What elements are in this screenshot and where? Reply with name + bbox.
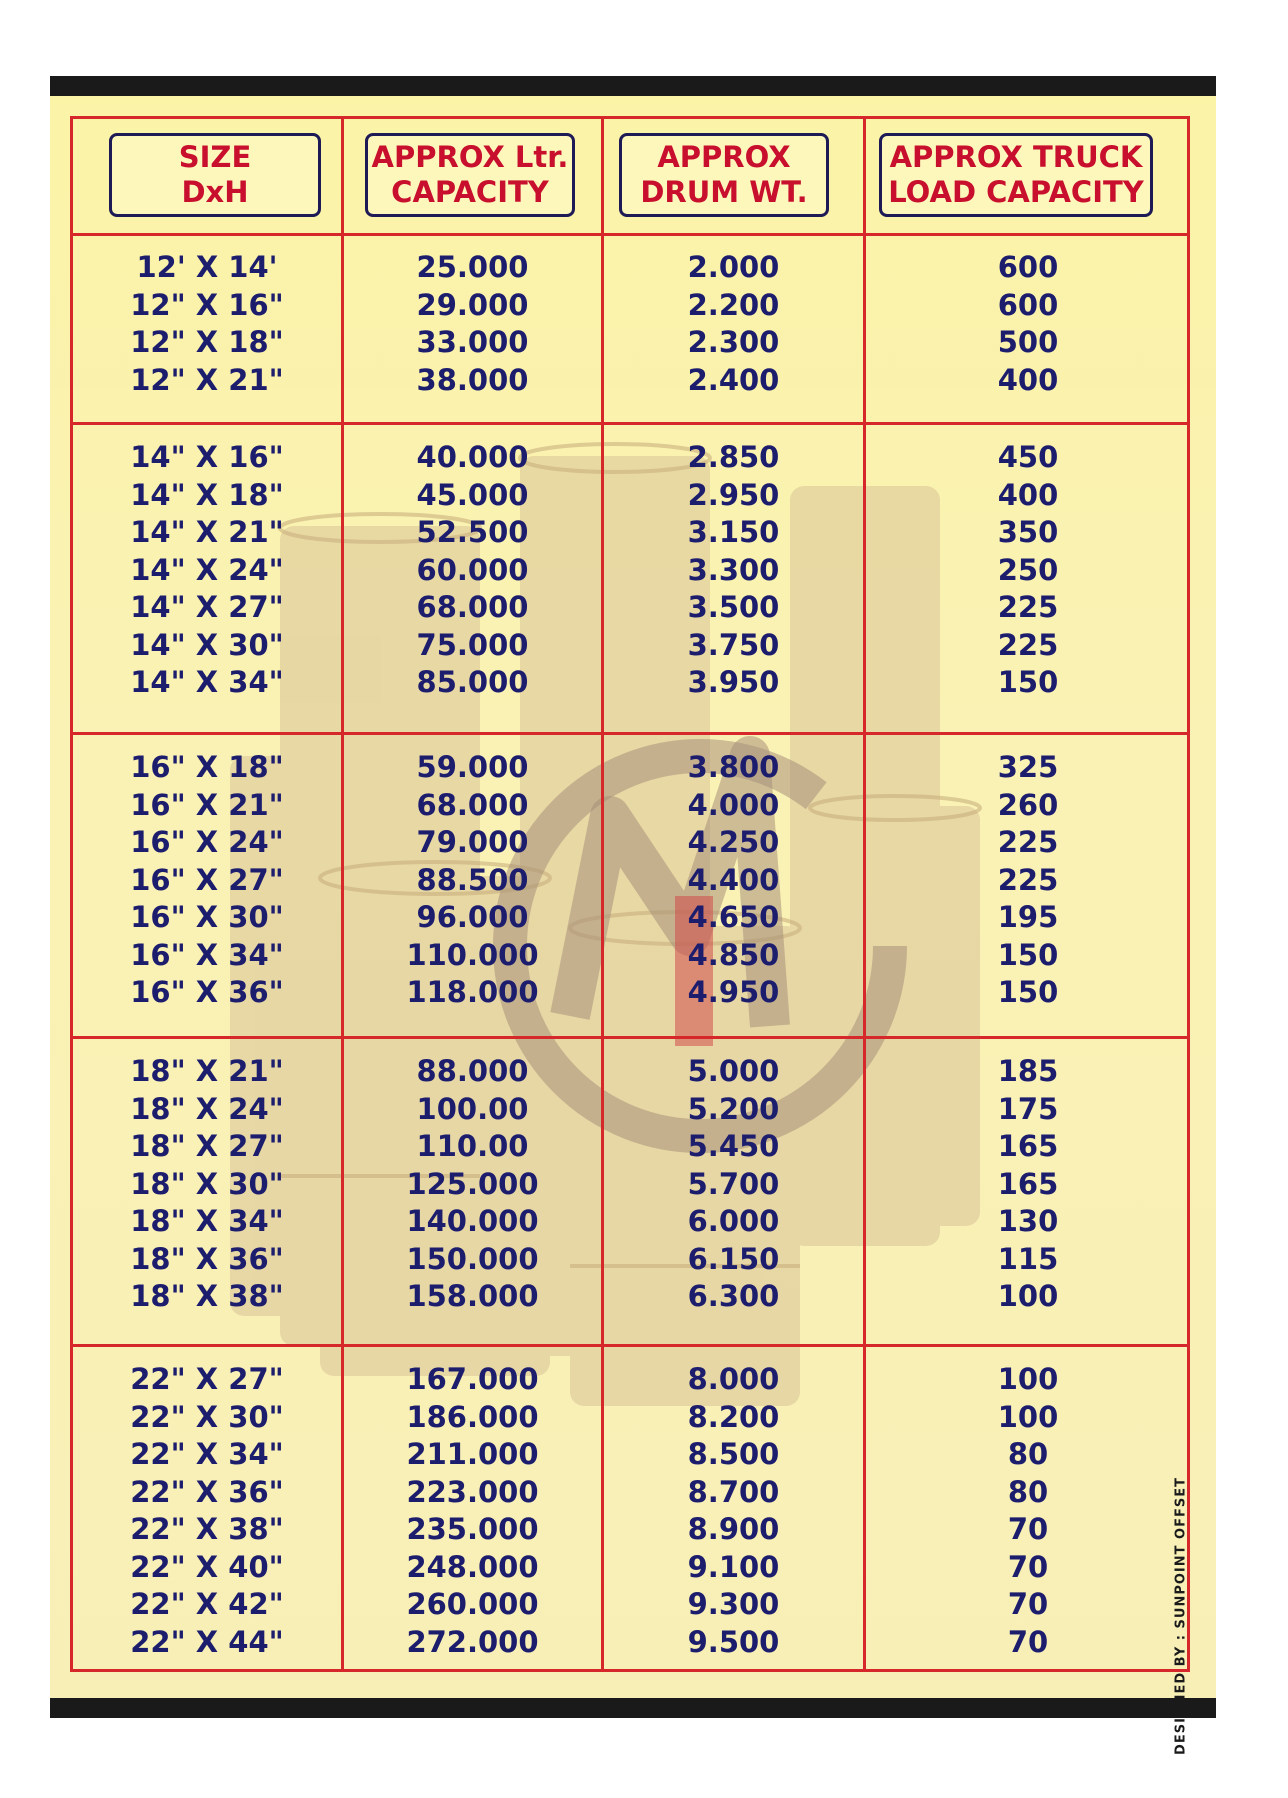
cell-size: 18" X 38" — [130, 1279, 284, 1313]
cell-weight: 8.000 — [687, 1362, 780, 1396]
cell-weight: 3.300 — [687, 552, 780, 587]
cell-size: 22" X 30" — [130, 1399, 284, 1434]
cell-truck: 260 — [997, 787, 1059, 822]
header-truck-load — [879, 133, 1153, 217]
cell-capacity: 260.000 — [406, 1587, 539, 1621]
cell-truck: 130 — [997, 1204, 1059, 1238]
row-divider — [73, 1344, 1187, 1347]
cell-weight: 2.300 — [687, 325, 780, 359]
cell-size: 12" X 18" — [130, 325, 284, 359]
designer-credit-text: DESIGNED BY : SUNPOINT OFFSET — [1173, 1477, 1189, 1755]
cell-capacity: 186.000 — [406, 1399, 539, 1434]
cell-weight: 4.650 — [687, 900, 780, 934]
cell-truck: 115 — [997, 1241, 1059, 1276]
cell-truck: 80 — [1007, 1437, 1049, 1471]
cell-truck: 165 — [997, 1166, 1059, 1201]
cell-weight: 9.100 — [687, 1549, 780, 1584]
cell-capacity: 79.000 — [416, 825, 529, 859]
cell-capacity: 248.000 — [406, 1549, 539, 1584]
cell-size: 22" X 34" — [130, 1437, 284, 1471]
cell-size: 14" X 21" — [130, 515, 284, 549]
cell-size: 18" X 34" — [130, 1204, 284, 1238]
column-weight-group — [604, 749, 863, 1012]
cell-capacity: 25.000 — [416, 250, 529, 284]
row-divider — [73, 233, 1187, 236]
cell-size: 16" X 34" — [130, 937, 284, 972]
cell-capacity: 96.000 — [416, 900, 529, 934]
cell-truck: 165 — [997, 1129, 1059, 1163]
cell-weight: 5.450 — [687, 1129, 780, 1163]
header-size-line2: DxH — [181, 175, 249, 209]
cell-truck: 600 — [997, 287, 1059, 322]
cell-capacity: 45.000 — [416, 477, 529, 512]
cell-size: 22" X 27" — [130, 1362, 284, 1396]
cell-truck: 225 — [997, 825, 1059, 859]
cell-capacity: 40.000 — [416, 440, 529, 474]
cell-capacity: 88.000 — [416, 1054, 529, 1088]
cell-weight: 4.850 — [687, 937, 780, 972]
cell-capacity: 110.00 — [416, 1129, 529, 1163]
cell-capacity: 68.000 — [416, 787, 529, 822]
column-weight-group — [604, 439, 863, 702]
cell-size: 12" X 21" — [130, 362, 284, 397]
cell-capacity: 150.000 — [406, 1241, 539, 1276]
cell-truck: 175 — [997, 1091, 1059, 1126]
column-capacity-group — [344, 439, 601, 702]
cell-size: 18" X 30" — [130, 1166, 284, 1201]
cell-capacity: 125.000 — [406, 1166, 539, 1201]
cell-capacity: 235.000 — [406, 1512, 539, 1546]
cell-truck: 100 — [997, 1362, 1059, 1396]
header-size-line1: SIZE — [178, 140, 252, 174]
cell-truck: 225 — [997, 862, 1059, 897]
cell-weight: 2.850 — [687, 440, 780, 474]
row-divider — [73, 1036, 1187, 1039]
cell-capacity: 29.000 — [416, 287, 529, 322]
cell-truck: 450 — [997, 440, 1059, 474]
cell-truck: 70 — [1007, 1549, 1049, 1584]
cell-truck: 70 — [1007, 1624, 1049, 1659]
cell-weight: 3.500 — [687, 590, 780, 624]
header-capacity-line1: APPROX Ltr. — [371, 140, 569, 174]
cell-truck: 195 — [997, 900, 1059, 934]
column-capacity-group — [344, 749, 601, 1012]
cell-weight: 4.250 — [687, 825, 780, 859]
header-size — [109, 133, 321, 217]
cell-size: 22" X 44" — [130, 1624, 284, 1659]
cell-truck: 400 — [997, 477, 1059, 512]
cell-weight: 6.000 — [687, 1204, 780, 1238]
cell-size: 16" X 36" — [130, 975, 284, 1009]
cell-size: 12" X 16" — [130, 287, 284, 322]
cell-truck: 100 — [997, 1279, 1059, 1313]
column-size-group — [73, 749, 341, 1012]
cell-truck: 500 — [997, 325, 1059, 359]
cell-truck: 350 — [997, 515, 1059, 549]
cell-size: 14" X 18" — [130, 477, 284, 512]
cell-weight: 9.300 — [687, 1587, 780, 1621]
cell-weight: 8.900 — [687, 1512, 780, 1546]
cell-size: 16" X 27" — [130, 862, 284, 897]
cell-capacity: 118.000 — [406, 975, 539, 1009]
column-capacity-group — [344, 249, 601, 399]
cell-capacity: 140.000 — [406, 1204, 539, 1238]
cell-capacity: 211.000 — [406, 1437, 539, 1471]
header-weight-line1: APPROX — [657, 140, 791, 174]
cell-weight: 5.700 — [687, 1166, 780, 1201]
cell-weight: 6.150 — [687, 1241, 780, 1276]
cell-truck: 325 — [997, 750, 1059, 784]
column-size-group — [73, 1053, 341, 1316]
cell-capacity: 75.000 — [416, 627, 529, 662]
cell-size: 14" X 34" — [130, 665, 284, 699]
cell-size: 14" X 24" — [130, 552, 284, 587]
column-weight-group — [604, 1053, 863, 1316]
cell-truck: 70 — [1007, 1587, 1049, 1621]
cell-capacity: 272.000 — [406, 1624, 539, 1659]
cell-size: 18" X 21" — [130, 1054, 284, 1088]
cell-weight: 3.750 — [687, 627, 780, 662]
header-capacity-line2: CAPACITY — [391, 175, 549, 209]
cell-truck: 185 — [997, 1054, 1059, 1088]
cell-weight: 8.200 — [687, 1399, 780, 1434]
cell-size: 16" X 24" — [130, 825, 284, 859]
cell-capacity: 38.000 — [416, 362, 529, 397]
header-truck-line1: APPROX TRUCK — [889, 140, 1143, 174]
cell-truck: 80 — [1007, 1474, 1049, 1509]
cell-weight: 6.300 — [687, 1279, 780, 1313]
cell-size: 18" X 36" — [130, 1241, 284, 1276]
cell-capacity: 33.000 — [416, 325, 529, 359]
column-truck-group — [866, 749, 1190, 1012]
cell-truck: 150 — [997, 665, 1059, 699]
column-weight-group — [604, 249, 863, 399]
cell-weight: 3.800 — [687, 750, 780, 784]
cell-truck: 150 — [997, 937, 1059, 972]
spec-table — [70, 116, 1190, 1672]
cell-weight: 2.200 — [687, 287, 780, 322]
cell-capacity: 100.00 — [416, 1091, 529, 1126]
cell-truck: 150 — [997, 975, 1059, 1009]
column-capacity-group — [344, 1053, 601, 1316]
cell-truck: 400 — [997, 362, 1059, 397]
column-capacity-group — [344, 1361, 601, 1661]
cell-truck: 600 — [997, 250, 1059, 284]
cell-weight: 5.000 — [687, 1054, 780, 1088]
row-divider — [73, 732, 1187, 735]
column-size-group — [73, 1361, 341, 1661]
cell-truck: 100 — [997, 1399, 1059, 1434]
column-size-group — [73, 249, 341, 399]
row-divider — [73, 422, 1187, 425]
cell-weight: 2.000 — [687, 250, 780, 284]
cell-capacity: 167.000 — [406, 1362, 539, 1396]
cell-weight: 5.200 — [687, 1091, 780, 1126]
cell-weight: 9.500 — [687, 1624, 780, 1659]
cell-size: 18" X 27" — [130, 1129, 284, 1163]
cell-size: 14" X 30" — [130, 627, 284, 662]
column-weight-group — [604, 1361, 863, 1661]
header-drum-weight — [619, 133, 829, 217]
cell-truck: 225 — [997, 627, 1059, 662]
cell-truck: 225 — [997, 590, 1059, 624]
cell-weight: 2.400 — [687, 362, 780, 397]
cell-weight: 3.950 — [687, 665, 780, 699]
cell-weight: 4.400 — [687, 862, 780, 897]
cell-size: 18" X 24" — [130, 1091, 284, 1126]
designer-credit — [1173, 1476, 1189, 1756]
spec-sheet — [50, 76, 1216, 1755]
column-truck-group — [866, 1053, 1190, 1316]
cell-size: 12' X 14' — [136, 250, 278, 284]
cell-weight: 8.700 — [687, 1474, 780, 1509]
cell-size: 16" X 21" — [130, 787, 284, 822]
cell-capacity: 158.000 — [406, 1279, 539, 1313]
cell-truck: 70 — [1007, 1512, 1049, 1546]
cell-weight: 3.150 — [687, 515, 780, 549]
cell-capacity: 60.000 — [416, 552, 529, 587]
cell-capacity: 85.000 — [416, 665, 529, 699]
column-truck-group — [866, 1361, 1190, 1661]
header-capacity — [365, 133, 575, 217]
cell-weight: 8.500 — [687, 1437, 780, 1471]
cell-capacity: 110.000 — [406, 937, 539, 972]
cell-weight: 4.000 — [687, 787, 780, 822]
column-truck-group — [866, 249, 1190, 399]
cell-capacity: 52.500 — [416, 515, 529, 549]
cell-weight: 2.950 — [687, 477, 780, 512]
column-size-group — [73, 439, 341, 702]
cell-size: 16" X 18" — [130, 750, 284, 784]
cell-weight: 4.950 — [687, 975, 780, 1009]
cell-size: 16" X 30" — [130, 900, 284, 934]
cell-size: 22" X 38" — [130, 1512, 284, 1546]
cell-capacity: 223.000 — [406, 1474, 539, 1509]
cell-size: 14" X 27" — [130, 590, 284, 624]
cell-size: 22" X 40" — [130, 1549, 284, 1584]
header-weight-line2: DRUM WT. — [640, 175, 808, 209]
header-truck-line2: LOAD CAPACITY — [888, 175, 1144, 209]
cell-capacity: 68.000 — [416, 590, 529, 624]
cell-size: 22" X 42" — [130, 1587, 284, 1621]
cell-size: 22" X 36" — [130, 1474, 284, 1509]
column-truck-group — [866, 439, 1190, 702]
cell-size: 14" X 16" — [130, 440, 284, 474]
cell-capacity: 88.500 — [416, 862, 529, 897]
cell-truck: 250 — [997, 552, 1059, 587]
cell-capacity: 59.000 — [416, 750, 529, 784]
